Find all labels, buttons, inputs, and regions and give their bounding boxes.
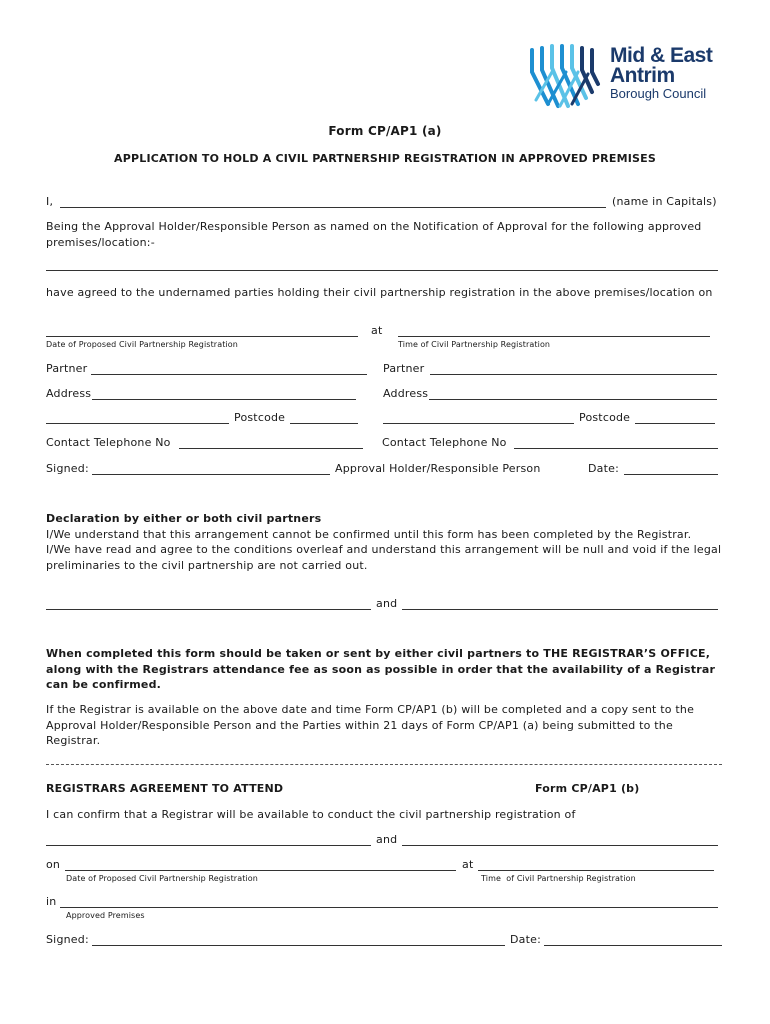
logo-line-3: Borough Council [610,86,707,101]
in-label: in [46,895,57,908]
partner-signature-1[interactable] [46,609,371,610]
registrar-date-caption: Date of Proposed Civil Partnership Registration [66,874,258,883]
page-title: APPLICATION TO HOLD A CIVIL PARTNERSHIP REGISTRATION IN APPROVED PREMISES [114,152,656,165]
signature-field[interactable] [92,474,330,475]
declaration-and-label: and [376,597,398,610]
partner-1-field[interactable] [91,374,367,375]
registrar-time-field[interactable] [478,870,714,871]
phone-1-field[interactable] [179,448,363,449]
address-2-field[interactable] [429,399,717,400]
submission-instructions: When completed this form should be taken or sent by either civil partners to THE REGISTRAR’S OFFICE, along with the Registrars attendance fee as soon as possible in order that the availability of a Registrar can be confirmed. [46,647,716,691]
on-label: on [46,858,61,871]
premises-caption: Approved Premises [66,911,145,920]
registrar-date-field[interactable] [65,870,456,871]
address-2-label: Address [383,387,429,400]
date-caption: Date of Proposed Civil Partnership Registration [46,340,238,349]
logo-line-1: Mid & East [610,44,713,67]
partner-2-label: Partner [383,362,425,375]
declaration-heading: Declaration by either or both civil partners [46,512,322,525]
postcode-1-field[interactable] [290,423,358,424]
declaration-line-1: I/We understand that this arrangement cannot be confirmed until this form has been completed by the Registrar. [46,528,692,541]
signed-label: Signed: [46,462,89,475]
address-2-line-2[interactable] [383,423,574,424]
registrar-agreement-heading: REGISTRARS AGREEMENT TO ATTEND [46,782,284,795]
i-label: I, [46,195,54,208]
form-b-id: Form CP/AP1 (b) [535,782,640,795]
postcode-2-label: Postcode [579,411,631,424]
address-1-line-2[interactable] [46,423,229,424]
registrar-partner-2-field[interactable] [402,845,718,846]
registrar-date-label: Date: [510,933,541,946]
phone-2-field[interactable] [514,448,718,449]
registrar-and-label: and [376,833,398,846]
registrar-time-caption: Time of Civil Partnership Registration [481,874,636,883]
address-1-field[interactable] [92,399,356,400]
registrar-availability-text: If the Registrar is available on the above date and time Form CP/AP1 (b) will be completed and a copy sent to the Approval Holder/Responsible Person and the Parties within 21 days of Form CP/AP1 (a) being submitted to the Registrar. [46,703,695,747]
phone-1-label: Contact Telephone No [46,436,171,449]
date-label: Date: [588,462,619,475]
time-caption: Time of Civil Partnership Registration [398,340,551,349]
partner-2-field[interactable] [430,374,717,375]
agreed-text: have agreed to the undernamed parties holding their civil partnership registration in the above premises/location on [46,286,713,299]
partner-1-label: Partner [46,362,88,375]
at-label: at [371,324,383,337]
registrar-signature-field[interactable] [92,945,505,946]
signed-date-field[interactable] [624,474,718,475]
council-logo-text [610,46,712,102]
name-hint: (name in Capitals) [612,195,717,208]
registrar-partner-1-field[interactable] [46,845,371,846]
registrar-signed-label: Signed: [46,933,89,946]
council-logo-mark [526,42,606,112]
cut-line [46,764,722,765]
approval-holder-text: Being the Approval Holder/Responsible Person as named on the Notification of Approval for the following approved premises/location:- [46,220,702,249]
logo-line-2: Antrim [610,64,675,87]
postcode-1-label: Postcode [234,411,286,424]
phone-2-label: Contact Telephone No [382,436,507,449]
registrar-signed-date-field[interactable] [544,945,722,946]
date-field[interactable] [46,336,358,337]
name-field[interactable] [60,207,606,208]
confirm-text: I can confirm that a Registrar will be available to conduct the civil partnership registration of [46,808,576,821]
approved-premises-field[interactable] [60,907,718,908]
time-field[interactable] [398,336,710,337]
declaration-line-2: I/We have read and agree to the conditions overleaf and understand this arrangement will be null and void if the legal preliminaries to the civil partnership are not carried out. [46,543,722,572]
registrar-at-label: at [462,858,474,871]
address-1-label: Address [46,387,92,400]
premises-field[interactable] [46,270,718,271]
partner-signature-2[interactable] [402,609,718,610]
postcode-2-field[interactable] [635,423,715,424]
form-id: Form CP/AP1 (a) [328,124,442,138]
approval-holder-label: Approval Holder/Responsible Person [335,462,541,475]
